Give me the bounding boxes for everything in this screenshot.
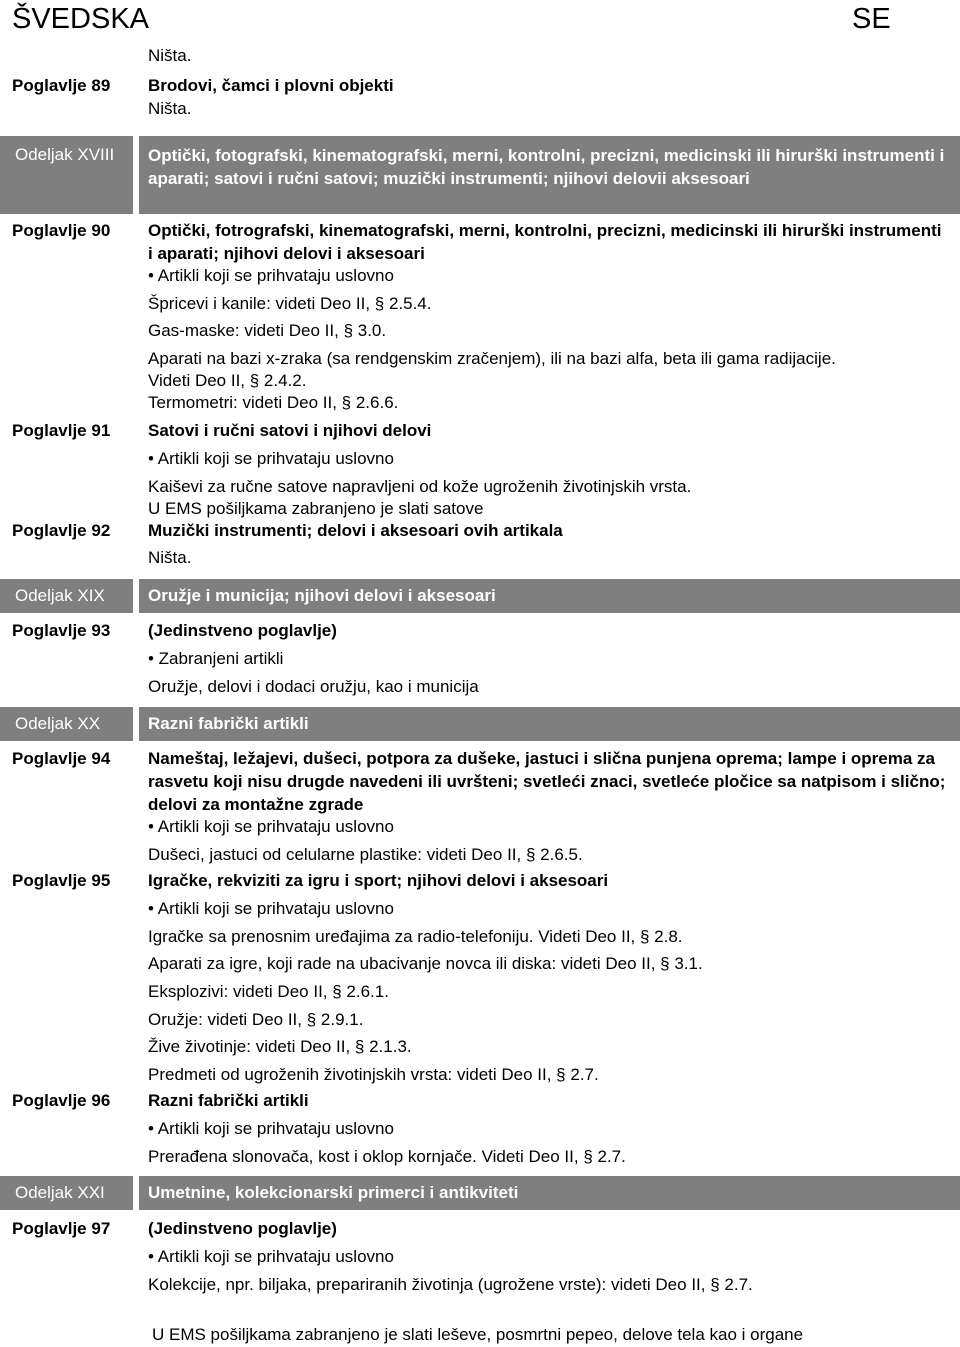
section-band-xix [0,579,960,613]
rule-line: U EMS pošiljkama zabranjeno je slati satove [148,499,484,518]
nista-text: Ništa. [148,46,192,65]
country-code: SE [852,3,891,35]
chapter-93-title: (Jedinstveno poglavlje) [148,621,337,640]
rule-line: Videti Deo II, § 2.4.2. [148,371,307,390]
band-separator [133,707,139,741]
chapter-92-title: Muzički instrumenti; delovi i aksesoari ovih artikala [148,521,563,540]
chapter-90-title: Optički, fotrografski, kinematografski, merni, kontrolni, precizni, medicinski ili hirurški instrumenti i aparati; njihovi delovi i aksesoari [148,221,942,263]
section-xviii-title: Optički, fotografski, kinematografski, merni, kontrolni, precizni, medicinski ili hirurški instrumenti i aparati; satovi i ručni satovi; muzički instrumenti; njihovi delovii aksesoari [148,146,945,188]
chapter-90-label: Poglavlje 90 [12,221,111,240]
nista-text: Ništa. [148,99,192,118]
rule-line: Eksplozivi: videti Deo II, § 2.6.1. [148,982,389,1001]
conditional-bullet: • Artikli koji se prihvataju uslovno [148,266,394,285]
chapter-97-label: Poglavlje 97 [12,1219,111,1238]
section-xx-label: Odeljak XX [15,714,101,733]
country-title: ŠVEDSKA [12,3,149,35]
chapter-95-label: Poglavlje 95 [12,871,111,890]
band-separator [133,579,139,613]
section-xx-title: Razni fabrički artikli [148,714,309,733]
chapter-96-label: Poglavlje 96 [12,1091,111,1110]
rule-line: Aparati na bazi x-zraka (sa rendgenskim zračenjem), ili na bazi alfa, beta ili gama radijacije. [148,349,836,368]
footer-note: U EMS pošiljkama zabranjeno je slati leševe, posmrtni pepeo, delove tela kao i organe [152,1325,804,1344]
prohibited-bullet: • Zabranjeni artikli [148,649,284,668]
rule-line: Žive životinje: videti Deo II, § 2.1.3. [148,1037,412,1056]
conditional-bullet: • Artikli koji se prihvataju uslovno [148,449,394,468]
rule-line: Špricevi i kanile: videti Deo II, § 2.5.4. [148,294,432,313]
rule-line: Aparati za igre, koji rade na ubacivanje novca ili diska: videti Deo II, § 3.1. [148,954,703,973]
rule-line: Prerađena slonovača, kost i oklop kornjače. Videti Deo II, § 2.7. [148,1147,626,1166]
conditional-bullet: • Artikli koji se prihvataju uslovno [148,899,394,918]
rule-line: Predmeti od ugroženih životinjskih vrsta: videti Deo II, § 2.7. [148,1065,599,1084]
chapter-91-title: Satovi i ručni satovi i njihovi delovi [148,421,432,440]
chapter-91-label: Poglavlje 91 [12,421,111,440]
chapter-89-label: Poglavlje 89 [12,76,111,95]
conditional-bullet: • Artikli koji se prihvataju uslovno [148,1247,394,1266]
rule-line: Oružje: videti Deo II, § 2.9.1. [148,1010,364,1029]
section-band-xx [0,707,960,741]
section-xix-title: Oružje i municija; njihovi delovi i aksesoari [148,586,496,605]
conditional-bullet: • Artikli koji se prihvataju uslovno [148,1119,394,1138]
rule-line: Termometri: videti Deo II, § 2.6.6. [148,393,399,412]
section-band-xxi [0,1176,960,1210]
rule-line: Ništa. [148,548,192,567]
rule-line: Igračke sa prenosnim uređajima za radio-telefoniju. Videti Deo II, § 2.8. [148,927,683,946]
chapter-97-title: (Jedinstveno poglavlje) [148,1219,337,1238]
rule-line: Gas-maske: videti Deo II, § 3.0. [148,321,387,340]
rule-line: Kaiševi za ručne satove napravljeni od kože ugroženih životinjskih vrsta. [148,477,692,496]
rule-line: Kolekcije, npr. biljaka, prepariranih životinja (ugrožene vrste): videti Deo II, § 2.7. [148,1275,753,1294]
chapter-89-title: Brodovi, čamci i plovni objekti [148,76,394,95]
chapter-93-label: Poglavlje 93 [12,621,111,640]
section-xxi-title: Umetnine, kolekcionarski primerci i antikviteti [148,1183,519,1202]
chapter-94-label: Poglavlje 94 [12,749,111,768]
rule-line: Dušeci, jastuci od celularne plastike: videti Deo II, § 2.6.5. [148,845,583,864]
section-xviii-label: Odeljak XVIII [15,145,115,164]
rule-line: Oružje, delovi i dodaci oružju, kao i municija [148,677,479,696]
section-xix-label: Odeljak XIX [15,586,105,605]
band-separator [133,1176,139,1210]
section-band-xviii [0,136,960,214]
chapter-92-label: Poglavlje 92 [12,521,111,540]
chapter-96-title: Razni fabrički artikli [148,1091,309,1110]
band-separator [133,136,139,214]
conditional-bullet: • Artikli koji se prihvataju uslovno [148,817,394,836]
chapter-95-title: Igračke, rekviziti za igru i sport; njihovi delovi i aksesoari [148,871,609,890]
section-xxi-label: Odeljak XXI [15,1183,105,1202]
chapter-94-title: Nameštaj, ležajevi, dušeci, potpora za dušeke, jastuci i slična punjena oprema; lampe i oprema za rasvetu koji nisu drugde navedeni ili uvršteni; svetleći znaci, svetleće pločice sa natpisom i slično; delovi za montažne zgrade [148,749,946,814]
